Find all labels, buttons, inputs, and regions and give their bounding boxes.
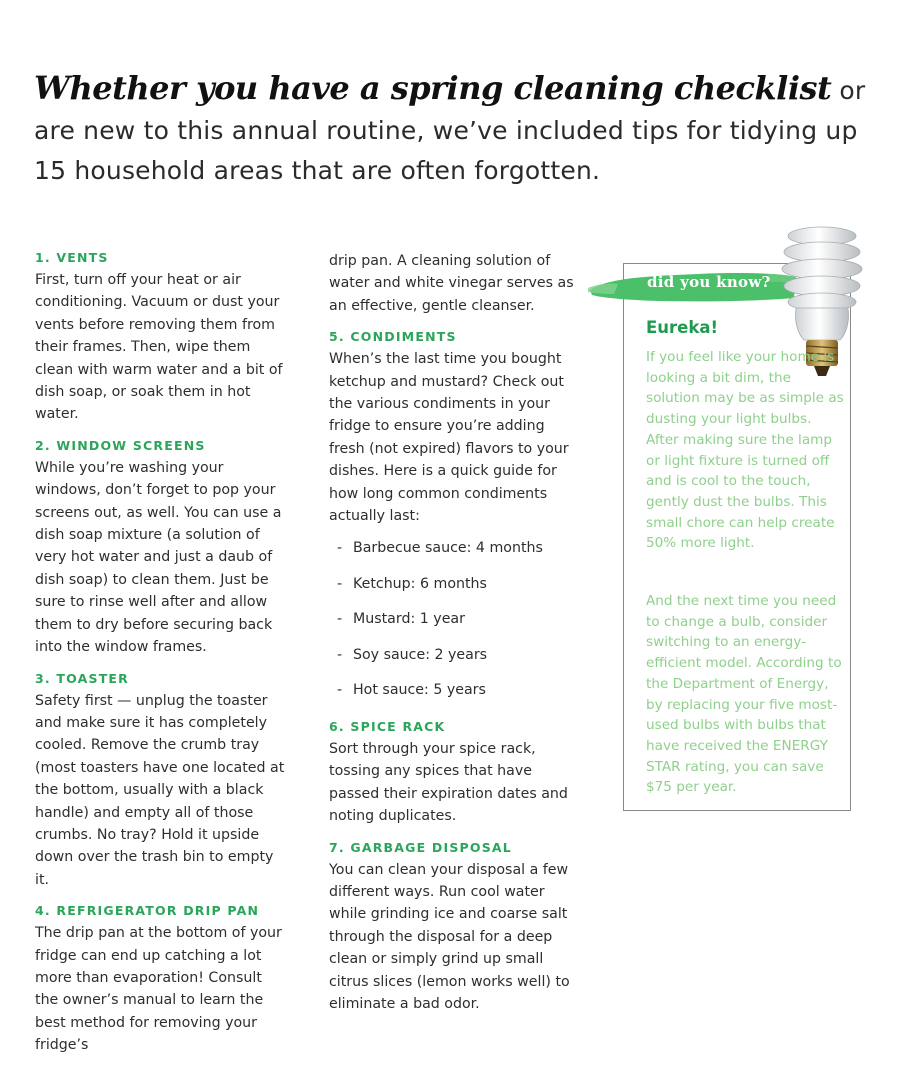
section-body-garbage-disposal: You can clean your disposal a few different ways. Run cool water while grinding ice and coarse salt through the disposal for a deep clean or simply grind up small citrus slices (lemon works well) to eliminate a bad odor. [329,861,570,1013]
list-item: - Barbecue sauce: 4 months [337,531,579,567]
sidebar-paragraph-one: If you feel like your home is looking a bit dim, the solution may be as simple as dusting your light bulbs. After making sure the lamp or light fixture is turned off and is cool to the touch, gently dust the bulbs. This small chore can help create 50% more light. [646,349,844,552]
list-item: - Soy sauce: 2 years [337,638,579,674]
intro-text: or are new to this annual routine, we’ve included tips for tidying up 15 household areas that are often forgotten. [34,76,866,185]
section-heading-vents: 1. VENTS [35,250,109,265]
section-body-toaster: Safety first — unplug the toaster and make sure it has completely cooled. Remove the crumb tray (most toasters have one located at the bottom, usually with a black handle) and empty all of those crumbs. No tray? Hold it upside down over the trash bin to empty it. [35,692,285,888]
section-body-drip-pan: The drip pan at the bottom of your fridge can end up catching a lot more than evaporation! Consult the owner’s manual to learn the best method for removing your fridge’s [35,925,282,1054]
list-item: - Ketchup: 6 months [337,567,579,603]
section-heading-toaster: 3. TOASTER [35,670,129,686]
list-item: - Hot sauce: 5 years [337,673,579,709]
section-heading-garbage-disposal: 7. GARBAGE DISPOSAL [329,839,512,855]
section-body-condiments: When’s the last time you bought ketchup and mustard? Check out the various condiments in your fridge to ensure you’re adding fresh (not expired) flavors to your dishes. Here is a quick guide for how long common condiments actually last: [329,351,569,525]
section-heading-window-screens: 2. WINDOW SCREENS [35,437,206,453]
list-dash: - [337,682,343,699]
list-dash: - [337,540,343,557]
list-item: - Mustard: 1 year [337,602,579,638]
section-body-vents: First, turn off your heat or air conditioning. Vacuum or dust your vents before removing them from their frames. Then, wipe them clean with warm water and a bit of dish soap, or soak them in hot water. [35,272,283,423]
sidebar-paragraph-two: And the next time you need to change a bulb, consider switching to an energy-efficient model. According to the Department of Energy, by replacing your five most-used bulbs with bulbs that have received the ENERGY STAR rating, you can save $75 per year. [646,593,842,796]
sidebar-title: Eureka! [646,318,718,337]
section-heading-drip-pan: 4. REFRIGERATOR DRIP PAN [35,903,260,919]
section-heading-condiments: 5. CONDIMENTS [329,329,457,345]
intro-script-heading: Whether you have a spring cleaning checklist [34,69,832,107]
section-heading-spice-rack: 6. SPICE RACK [329,718,446,734]
column-two [329,250,579,1025]
section-body-spice-rack: Sort through your spice rack, tossing any spices that have passed their expiration dates and noting duplicates. [329,740,568,825]
condiments-list [329,531,579,709]
section-body-drip-pan-continued: drip pan. A cleaning solution of water and white vinegar serves as an effective, gentle cleanser. [329,253,574,314]
list-dash: - [337,646,343,663]
did-you-know-label: did you know? [647,273,771,291]
list-dash: - [337,575,343,592]
intro-paragraph [34,68,894,191]
list-dash: - [337,611,343,628]
column-one [35,248,285,1067]
section-body-window-screens: While you’re washing your windows, don’t forget to pop your screens out, as well. You can use a dish soap mixture (a solution of very hot water and just a daub of dish soap) to clean them. Just be sure to rinse well after and allow them to dry before securing back into the window frames. [35,459,282,656]
